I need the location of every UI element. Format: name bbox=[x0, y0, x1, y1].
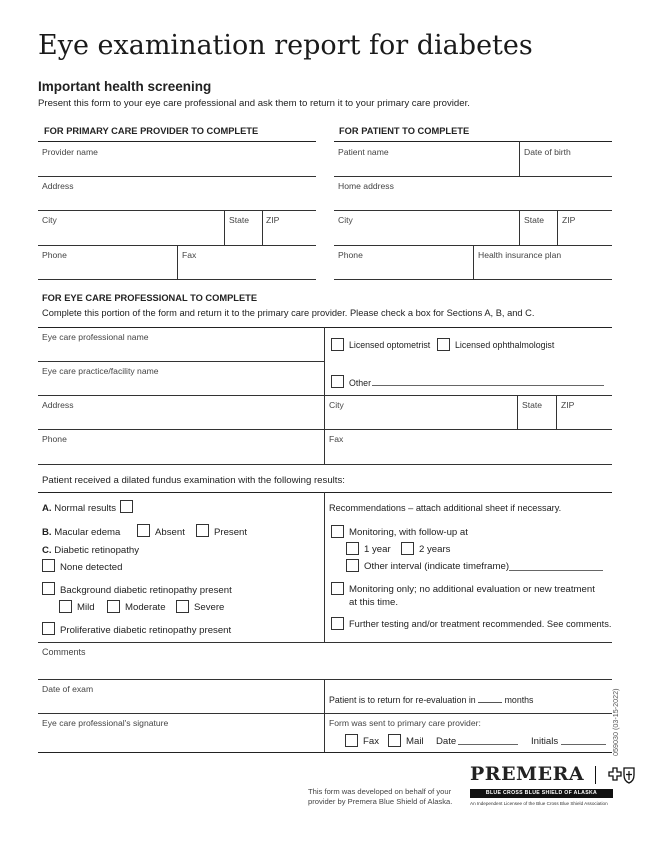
divider bbox=[38, 642, 612, 643]
none-detected-checkbox[interactable] bbox=[42, 559, 55, 572]
further-testing-checkbox[interactable] bbox=[331, 617, 344, 630]
form-number: 059030 (03-15-2022) bbox=[611, 688, 620, 756]
provider-phone-field[interactable]: Phone bbox=[42, 250, 67, 260]
eye-care-state-field[interactable]: State bbox=[522, 400, 543, 410]
divider bbox=[38, 679, 612, 680]
initials-label: Initials bbox=[531, 736, 559, 747]
severe-checkbox[interactable] bbox=[176, 600, 189, 613]
background-retinopathy-checkbox[interactable] bbox=[42, 582, 55, 595]
premera-logo: PREMERA bbox=[470, 763, 637, 785]
recommendations-label: Recommendations – attach additional sheet if necessary. bbox=[329, 503, 562, 513]
practice-name-field[interactable]: Eye care practice/facility name bbox=[42, 366, 159, 376]
logo-subtext: An Independent Licensee of the Blue Cross Blue Shield Association bbox=[470, 801, 608, 806]
none-detected-label: None detected bbox=[60, 562, 123, 573]
divider bbox=[224, 210, 225, 245]
macular-edema-absent-checkbox[interactable] bbox=[137, 524, 150, 537]
further-testing-label: Further testing and/or treatment recommended. See comments. bbox=[349, 619, 612, 629]
page-title: Eye examination report for diabetes bbox=[38, 30, 533, 61]
divider bbox=[324, 327, 325, 464]
eye-care-name-field[interactable]: Eye care professional name bbox=[42, 332, 149, 342]
logo-bar: BLUE CROSS BLUE SHIELD OF ALASKA bbox=[470, 789, 613, 798]
form-sent-label: Form was sent to primary care provider: bbox=[329, 718, 481, 728]
monitoring-followup-label: Monitoring, with follow-up at bbox=[349, 527, 468, 538]
patient-city-field[interactable]: City bbox=[338, 215, 353, 225]
sent-by-fax-checkbox[interactable] bbox=[345, 734, 358, 747]
eye-care-zip-field[interactable]: ZIP bbox=[561, 400, 575, 410]
cross-shield-icon bbox=[607, 766, 637, 784]
date-label: Date bbox=[436, 736, 457, 747]
divider bbox=[334, 176, 612, 177]
mild-checkbox[interactable] bbox=[59, 600, 72, 613]
monitoring-only-label-1: Monitoring only; no additional evaluation or new treatment bbox=[349, 584, 595, 595]
date-of-birth-field[interactable]: Date of birth bbox=[524, 147, 571, 157]
mild-label: Mild bbox=[77, 602, 95, 613]
section-c-label: C. Diabetic retinopathy bbox=[42, 545, 140, 556]
divider bbox=[556, 395, 557, 429]
licensed-optometrist-checkbox[interactable] bbox=[331, 338, 344, 351]
sent-by-mail-checkbox[interactable] bbox=[388, 734, 401, 747]
licensed-optometrist-label: Licensed optometrist bbox=[349, 340, 431, 350]
page-subtitle: Important health screening bbox=[38, 79, 212, 94]
section-a-label: A. Normal results bbox=[42, 503, 117, 514]
divider bbox=[38, 176, 316, 177]
divider bbox=[557, 210, 558, 245]
monitoring-only-checkbox[interactable] bbox=[331, 582, 344, 595]
patient-name-field[interactable]: Patient name bbox=[338, 147, 389, 157]
provider-state-field[interactable]: State bbox=[229, 215, 250, 225]
monitoring-only-label-2: at this time. bbox=[349, 597, 399, 608]
mail-label: Mail bbox=[406, 736, 424, 747]
exam-heading: Patient received a dilated fundus examination with the following results: bbox=[42, 475, 345, 486]
eye-care-address-field[interactable]: Address bbox=[42, 400, 74, 410]
eye-care-heading: FOR EYE CARE PROFESSIONAL TO COMPLETE bbox=[42, 293, 258, 303]
other-interval-checkbox[interactable] bbox=[346, 559, 359, 572]
two-years-label: 2 years bbox=[419, 544, 451, 555]
licensed-ophthalmologist-checkbox[interactable] bbox=[437, 338, 450, 351]
intro-text: Present this form to your eye care professional and ask them to return it to your primary care provider. bbox=[38, 98, 470, 109]
provider-city-field[interactable]: City bbox=[42, 215, 57, 225]
provider-zip-field[interactable]: ZIP bbox=[266, 215, 280, 225]
divider bbox=[38, 752, 612, 753]
eye-care-phone-field[interactable]: Phone bbox=[42, 434, 67, 444]
primary-care-heading: FOR PRIMARY CARE PROVIDER TO COMPLETE bbox=[44, 126, 259, 136]
present-label: Present bbox=[214, 527, 248, 538]
patient-heading: FOR PATIENT TO COMPLETE bbox=[339, 126, 470, 136]
normal-results-checkbox[interactable] bbox=[120, 500, 133, 513]
licensed-ophthalmologist-label: Licensed ophthalmologist bbox=[455, 340, 555, 350]
divider bbox=[38, 361, 324, 362]
divider bbox=[334, 141, 612, 142]
divider bbox=[324, 679, 325, 752]
section-b-label: B. Macular edema bbox=[42, 527, 121, 538]
divider bbox=[38, 279, 316, 280]
background-retinopathy-label: Background diabetic retinopathy present bbox=[60, 585, 232, 596]
divider bbox=[262, 210, 263, 245]
patient-phone-field[interactable]: Phone bbox=[338, 250, 363, 260]
other-license-checkbox[interactable] bbox=[331, 375, 344, 388]
monitoring-followup-checkbox[interactable] bbox=[331, 525, 344, 538]
other-interval-input[interactable] bbox=[509, 570, 603, 571]
moderate-checkbox[interactable] bbox=[107, 600, 120, 613]
divider bbox=[334, 279, 612, 280]
patient-zip-field[interactable]: ZIP bbox=[562, 215, 576, 225]
date-of-exam-field[interactable]: Date of exam bbox=[42, 684, 94, 694]
divider bbox=[38, 464, 612, 465]
other-license-label: Other bbox=[349, 378, 372, 388]
divider bbox=[38, 429, 612, 430]
divider bbox=[334, 210, 612, 211]
macular-edema-present-checkbox[interactable] bbox=[196, 524, 209, 537]
severe-label: Severe bbox=[194, 602, 225, 613]
proliferative-retinopathy-label: Proliferative diabetic retinopathy present bbox=[60, 625, 232, 636]
eye-care-fax-field[interactable]: Fax bbox=[329, 434, 344, 444]
fax-label: Fax bbox=[363, 736, 379, 747]
patient-state-field[interactable]: State bbox=[524, 215, 545, 225]
return-evaluation-label: Patient is to return for re-evaluation in months bbox=[329, 695, 534, 705]
insurance-plan-field[interactable]: Health insurance plan bbox=[478, 250, 562, 260]
other-interval-label: Other interval (indicate timeframe) bbox=[364, 561, 510, 572]
divider bbox=[38, 713, 612, 714]
two-years-checkbox[interactable] bbox=[401, 542, 414, 555]
initials-input[interactable] bbox=[561, 744, 606, 745]
provider-address-field[interactable]: Address bbox=[42, 181, 74, 191]
divider bbox=[38, 210, 316, 211]
provider-fax-field[interactable]: Fax bbox=[182, 250, 197, 260]
divider bbox=[519, 141, 520, 176]
one-year-checkbox[interactable] bbox=[346, 542, 359, 555]
comments-field[interactable]: Comments bbox=[42, 647, 86, 657]
eye-care-instructions: Complete this portion of the form and return it to the primary care provider. Please check a box for Sections A, B, and C. bbox=[42, 308, 535, 318]
provider-name-field[interactable]: Provider name bbox=[42, 147, 98, 157]
footer-note: This form was developed on behalf of your provider by Premera Blue Shield of Alaska. bbox=[308, 787, 453, 806]
signature-field[interactable]: Eye care professional's signature bbox=[42, 718, 169, 728]
divider bbox=[177, 245, 178, 279]
other-license-input[interactable] bbox=[372, 385, 604, 386]
absent-label: Absent bbox=[155, 527, 185, 538]
eye-care-city-field[interactable]: City bbox=[329, 400, 344, 410]
divider bbox=[517, 395, 518, 429]
sent-date-input[interactable] bbox=[458, 744, 518, 745]
one-year-label: 1 year bbox=[364, 544, 391, 555]
divider bbox=[473, 245, 474, 279]
divider bbox=[519, 210, 520, 245]
divider bbox=[38, 492, 612, 493]
divider bbox=[38, 395, 612, 396]
proliferative-retinopathy-checkbox[interactable] bbox=[42, 622, 55, 635]
divider bbox=[324, 492, 325, 642]
divider bbox=[38, 327, 612, 328]
return-months-input[interactable] bbox=[478, 694, 502, 703]
moderate-label: Moderate bbox=[125, 602, 166, 613]
home-address-field[interactable]: Home address bbox=[338, 181, 394, 191]
divider bbox=[38, 141, 316, 142]
